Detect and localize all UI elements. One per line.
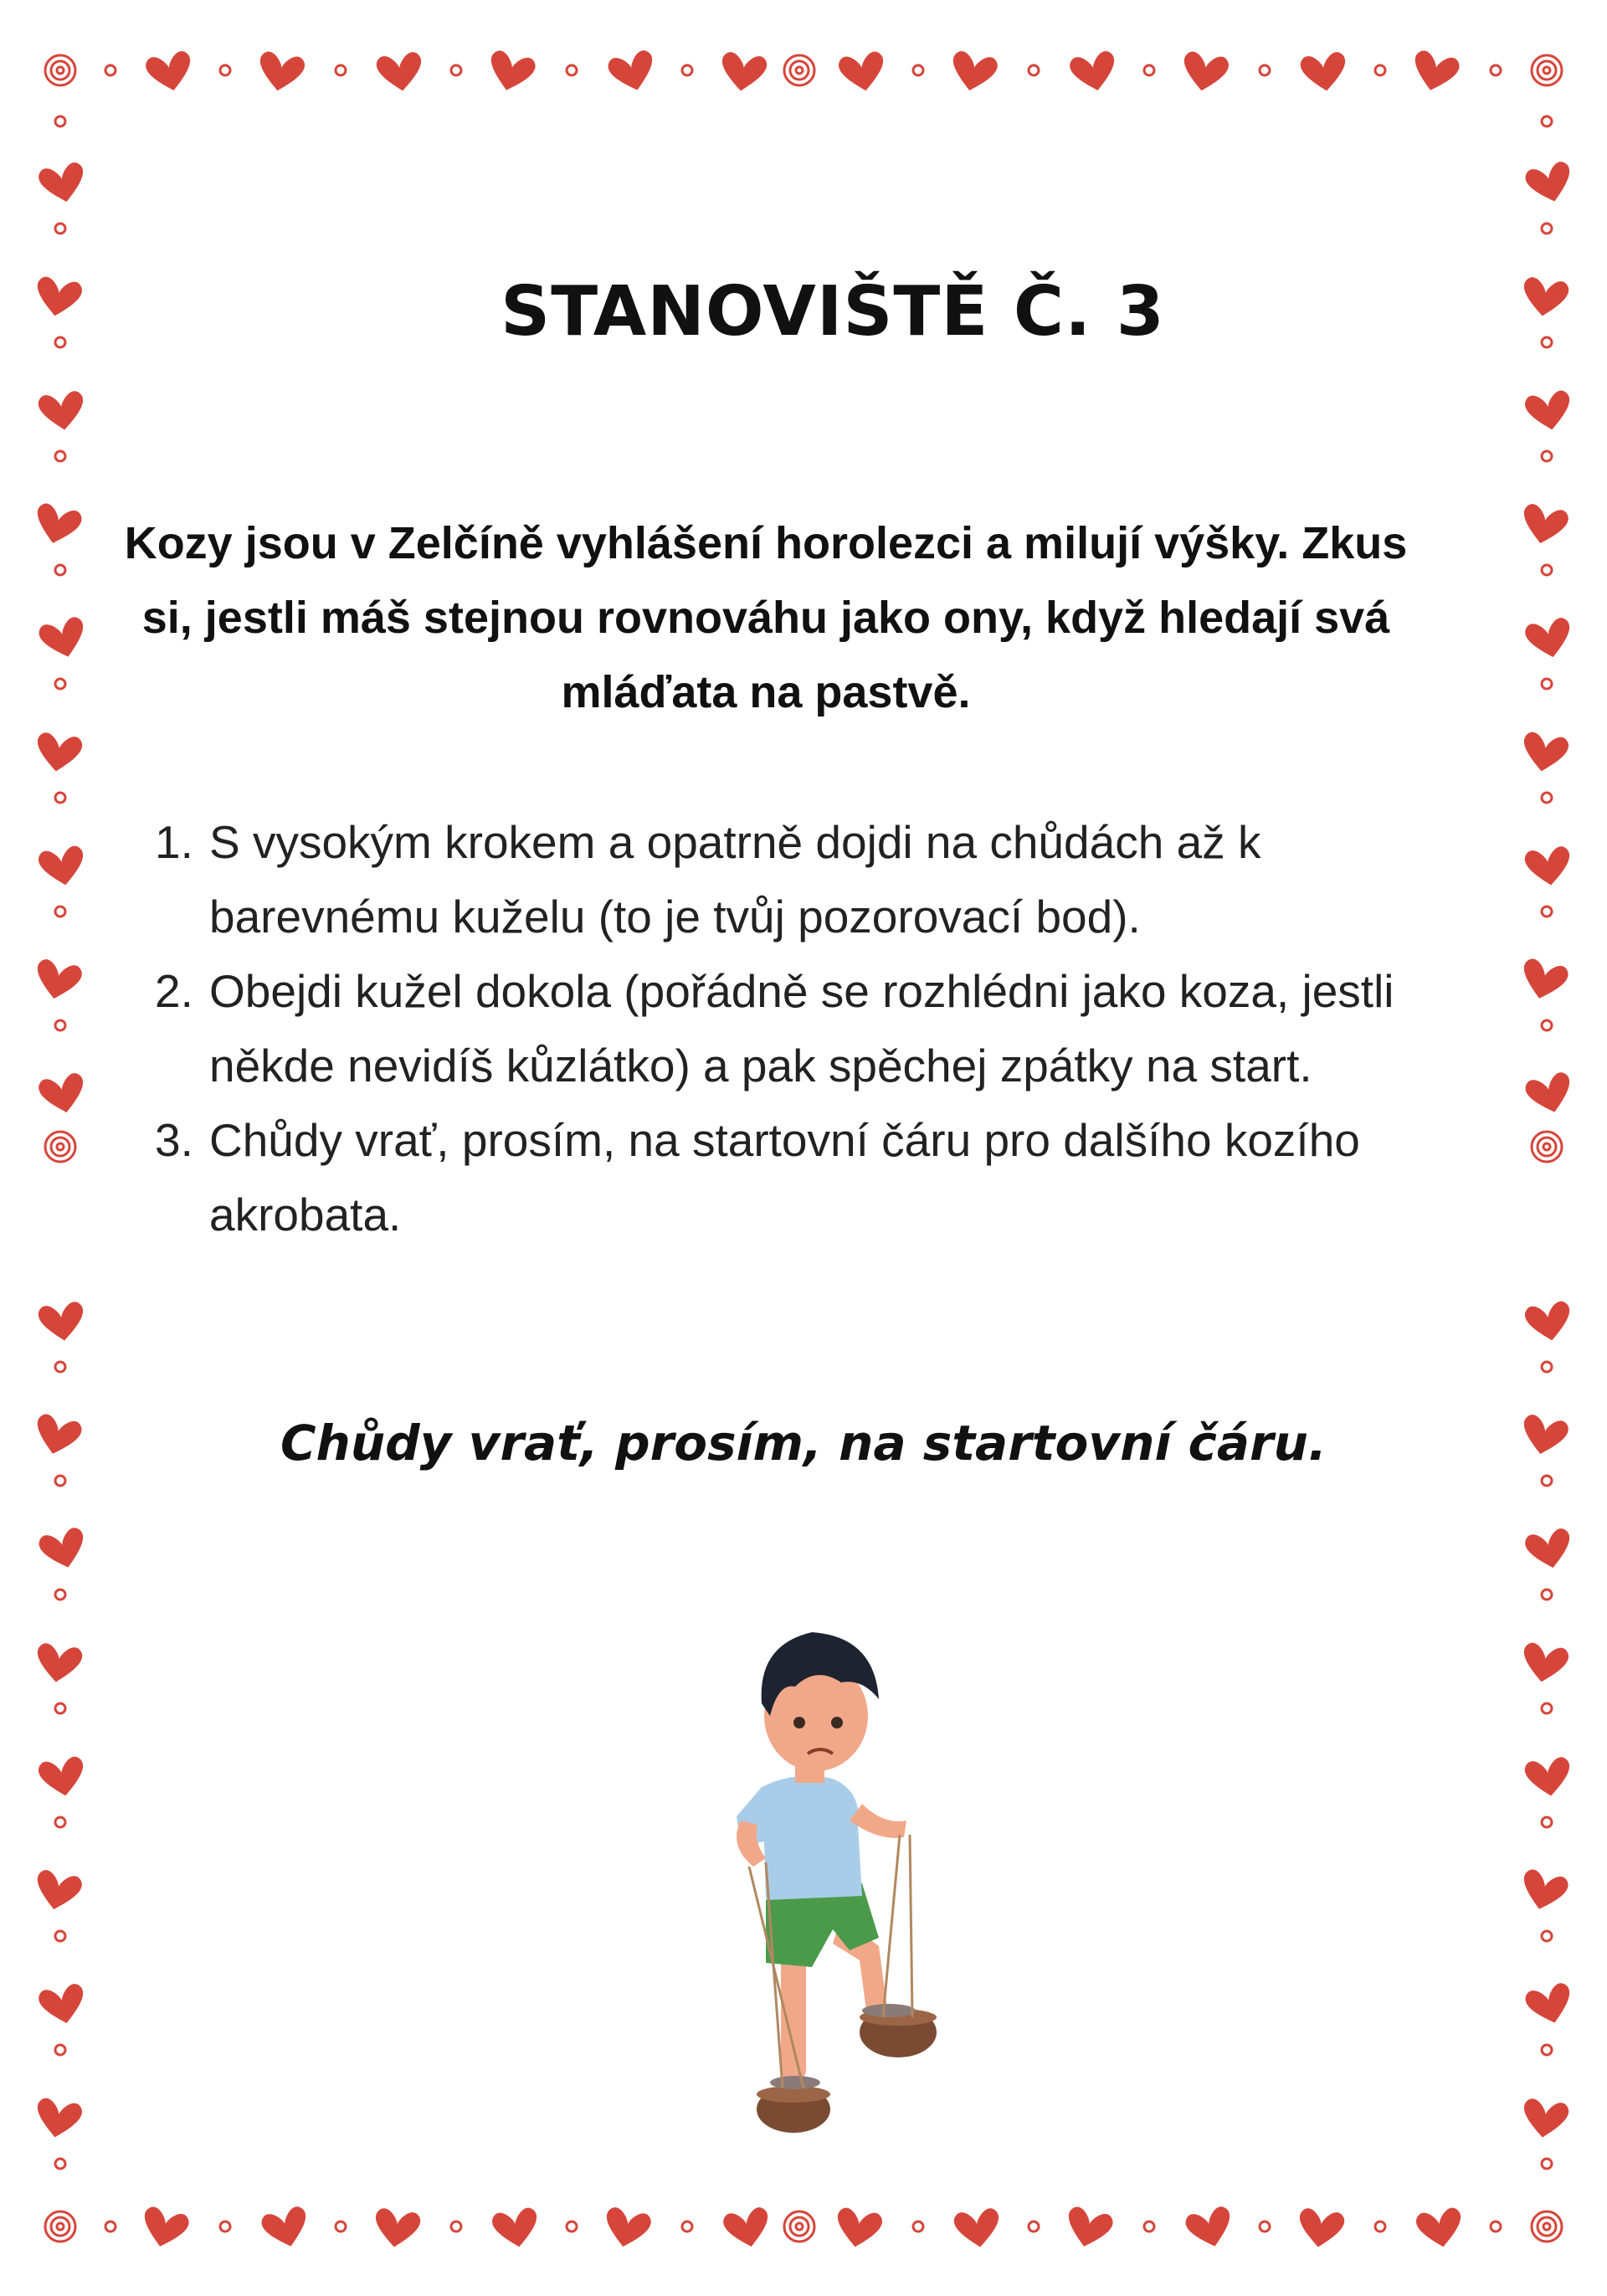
list-item xyxy=(155,1103,1498,1252)
small-circle-icon xyxy=(55,1476,65,1486)
small-circle-icon xyxy=(1260,2222,1270,2232)
small-circle-icon xyxy=(1542,2045,1552,2055)
step-number: 3. xyxy=(155,1114,193,1166)
heart-icon xyxy=(601,2206,653,2251)
small-circle-icon xyxy=(567,2222,577,2232)
small-circle-icon xyxy=(1542,565,1552,575)
heart-icon xyxy=(1523,389,1574,434)
heart-icon xyxy=(1296,2207,1345,2250)
heart-icon xyxy=(37,1301,86,1343)
heart-icon xyxy=(1299,51,1348,94)
heart-icon xyxy=(37,1071,89,1117)
heart-icon xyxy=(1523,1300,1574,1344)
small-circle-icon xyxy=(1260,65,1270,75)
heart-icon xyxy=(37,1526,90,1573)
heart-icon xyxy=(259,2205,312,2252)
heart-icon xyxy=(37,390,86,433)
heart-icon xyxy=(1518,502,1570,547)
step-number: 2. xyxy=(155,965,193,1017)
step-text: Chůdy vrať, prosím, na startovní čáru pro dalšího kozího akrobata. xyxy=(209,1114,1360,1240)
small-circle-icon xyxy=(1542,1476,1552,1486)
small-circle-icon xyxy=(336,65,346,75)
boy-on-stilts-illustration xyxy=(716,1615,950,2134)
heart-icon xyxy=(1523,1527,1575,1572)
small-circle-icon xyxy=(1029,2222,1039,2232)
small-circle-icon xyxy=(55,565,65,575)
heart-icon xyxy=(1062,2205,1115,2252)
heart-icon xyxy=(37,845,87,889)
small-circle-icon xyxy=(55,2045,65,2055)
heart-icon xyxy=(837,50,887,95)
small-circle-icon xyxy=(1144,65,1154,75)
spiral-circle-icon xyxy=(784,2211,814,2242)
small-circle-icon xyxy=(55,1817,65,1827)
heart-icon xyxy=(1523,160,1576,207)
heart-icon xyxy=(952,2207,1002,2250)
heart-icon xyxy=(33,1642,83,1685)
heart-icon xyxy=(1414,2206,1465,2251)
small-circle-icon xyxy=(55,907,65,917)
heart-icon xyxy=(1523,845,1573,888)
intro-paragraph: Kozy jsou v Zelčíně vyhlášení horolezci a milují výšky. Zkus si, jestli máš stejnou rovnováhu jako ony, když hledají svá mláďata na pastvě. xyxy=(124,518,1408,717)
spiral-circle-icon xyxy=(45,2211,75,2242)
small-circle-icon xyxy=(1375,65,1385,75)
spiral-circle-icon xyxy=(1532,1132,1562,1162)
heart-icon xyxy=(1183,2205,1236,2252)
small-circle-icon xyxy=(1375,2222,1385,2232)
heart-icon xyxy=(144,49,196,95)
small-circle-icon xyxy=(451,2222,461,2232)
small-circle-icon xyxy=(451,65,461,75)
heart-icon xyxy=(375,51,424,94)
heart-icon xyxy=(255,50,305,95)
small-circle-icon xyxy=(1542,1590,1552,1600)
small-circle-icon xyxy=(1542,223,1552,234)
heart-icon xyxy=(1068,49,1120,95)
spiral-circle-icon xyxy=(1532,2211,1562,2242)
heart-icon xyxy=(490,2206,541,2251)
small-circle-icon xyxy=(1542,1817,1552,1827)
heart-icon xyxy=(32,958,84,1003)
heart-icon xyxy=(37,615,90,662)
small-circle-icon xyxy=(1542,1362,1552,1372)
small-circle-icon xyxy=(55,116,65,126)
heart-icon xyxy=(833,2206,883,2251)
heart-icon xyxy=(1519,731,1569,775)
page-title: STANOVIŠTĚ Č. 3 xyxy=(501,272,1165,352)
small-circle-icon xyxy=(1542,679,1552,689)
small-circle-icon xyxy=(567,65,577,75)
small-circle-icon xyxy=(1542,1931,1552,1941)
small-circle-icon xyxy=(55,1020,65,1030)
small-circle-icon xyxy=(55,2159,65,2169)
small-circle-icon xyxy=(1542,793,1552,803)
heart-icon xyxy=(32,1868,84,1913)
heart-icon xyxy=(33,2097,83,2141)
heart-icon xyxy=(1519,1641,1569,1686)
heart-icon xyxy=(37,1982,89,2027)
heart-icon xyxy=(947,49,999,95)
heart-icon xyxy=(485,49,537,95)
small-circle-icon xyxy=(913,65,923,75)
small-circle-icon xyxy=(1542,1020,1552,1030)
spiral-circle-icon xyxy=(784,55,814,85)
heart-icon xyxy=(1517,1867,1570,1914)
heart-icon xyxy=(718,51,768,94)
list-item xyxy=(155,805,1498,954)
heart-icon xyxy=(372,2207,421,2250)
list-item xyxy=(155,954,1498,1103)
small-circle-icon xyxy=(1542,116,1552,126)
heart-icon xyxy=(37,1755,87,1800)
small-circle-icon xyxy=(682,65,692,75)
spiral-circle-icon xyxy=(45,55,75,85)
small-circle-icon xyxy=(105,2222,116,2232)
heart-icon xyxy=(33,732,83,774)
reminder-text: Chůdy vrať, prosím, na startovní čáru. xyxy=(280,1415,1327,1472)
small-circle-icon xyxy=(1542,907,1552,917)
small-circle-icon xyxy=(55,451,65,461)
heart-icon xyxy=(1409,49,1461,95)
heart-icon xyxy=(1523,1071,1576,1117)
step-number: 1. xyxy=(155,816,193,868)
small-circle-icon xyxy=(1491,2222,1501,2232)
heart-icon xyxy=(1520,2098,1569,2140)
step-text: Obejdi kužel dokola (pořádně se rozhlédni jako koza, jestli někde nevidíš kůzlátko) a pak spěchej zpátky na start. xyxy=(209,965,1394,1091)
heart-icon xyxy=(606,49,659,95)
small-circle-icon xyxy=(55,679,65,689)
small-circle-icon xyxy=(55,1703,65,1713)
heart-icon xyxy=(1179,50,1230,95)
spiral-circle-icon xyxy=(1532,55,1562,85)
small-circle-icon xyxy=(1542,451,1552,461)
heart-icon xyxy=(37,161,89,206)
small-circle-icon xyxy=(1542,1703,1552,1713)
small-circle-icon xyxy=(336,2222,346,2232)
small-circle-icon xyxy=(55,1362,65,1372)
heart-icon xyxy=(138,2205,191,2252)
small-circle-icon xyxy=(55,1931,65,1941)
small-circle-icon xyxy=(220,65,230,75)
small-circle-icon xyxy=(1542,2159,1552,2169)
small-circle-icon xyxy=(55,1590,65,1600)
heart-icon xyxy=(1523,1756,1573,1799)
spiral-circle-icon xyxy=(45,1132,75,1162)
heart-icon xyxy=(1523,1981,1576,2028)
heart-icon xyxy=(721,2206,773,2251)
small-circle-icon xyxy=(1029,65,1039,75)
heart-icon xyxy=(31,501,84,548)
small-circle-icon xyxy=(1144,2222,1154,2232)
small-circle-icon xyxy=(55,793,65,803)
small-circle-icon xyxy=(913,2222,923,2232)
step-text: S vysokým krokem a opatrně dojdi na chůdách až k barevnému kuželu (to je tvůj pozorovací bod). xyxy=(209,816,1261,943)
instruction-list xyxy=(155,805,1498,1252)
small-circle-icon xyxy=(105,65,116,75)
small-circle-icon xyxy=(1491,65,1501,75)
small-circle-icon xyxy=(220,2222,230,2232)
heart-icon xyxy=(1517,957,1570,1004)
small-circle-icon xyxy=(55,223,65,234)
heart-icon xyxy=(1523,616,1575,661)
small-circle-icon xyxy=(682,2222,692,2232)
